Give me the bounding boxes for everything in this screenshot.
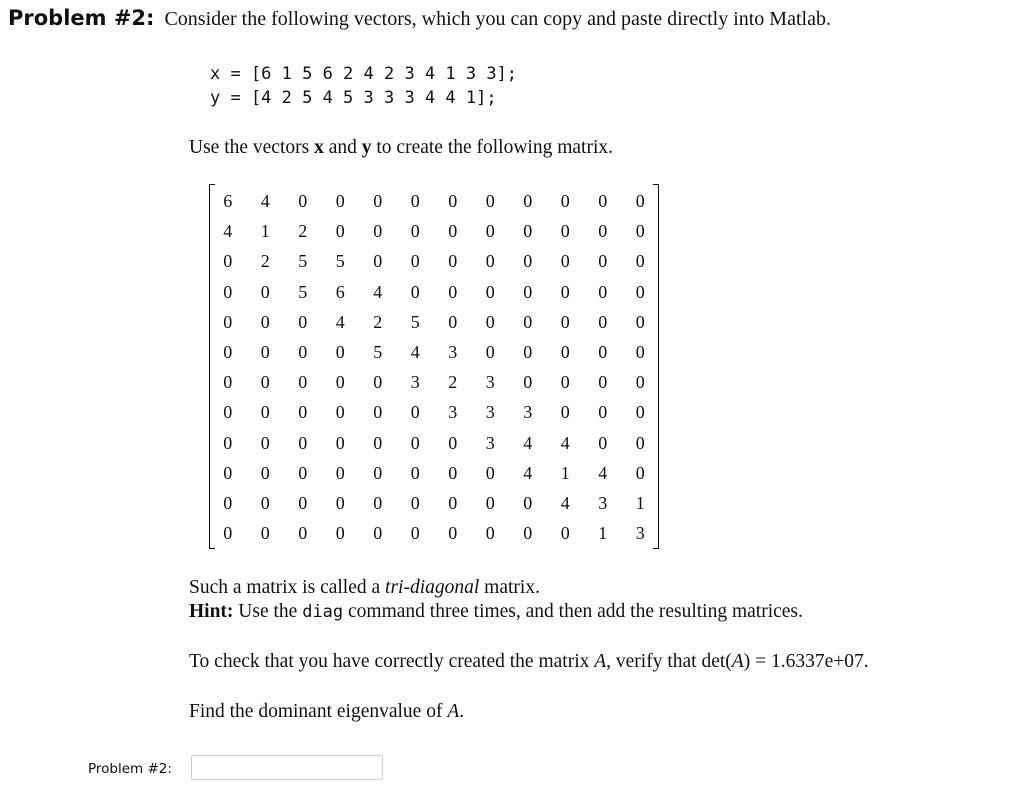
matrix-cell: 4 [410,342,420,363]
instruction-y: y [361,137,372,158]
matrix-cell: 0 [523,492,533,513]
matrix-cell: 0 [560,191,570,212]
matrix-cell: 0 [223,432,233,453]
matrix-cell: 0 [260,523,270,544]
matrix-cell: 0 [485,191,495,212]
matrix-cell: 0 [223,311,233,332]
question-after: . [459,701,465,722]
matrix-cell: 0 [635,462,645,483]
matrix-cell: 0 [335,221,345,242]
matrix-cell: 0 [335,372,345,393]
matrix-cell: 0 [635,251,645,272]
matrix-cell: 0 [335,191,345,212]
matrix-cell: 0 [298,432,308,453]
matrix-cell: 0 [373,191,383,212]
code-vector-y: y = [4 2 5 4 5 3 3 3 4 4 1]; [210,88,497,108]
matrix-cell: 0 [598,311,608,332]
matrix-cell: 0 [260,432,270,453]
matrix-cell: 0 [485,311,495,332]
matrix-row [209,458,659,488]
matrix-cell: 5 [373,342,383,363]
matrix-cell: 0 [335,402,345,423]
matrix-cell: 0 [373,372,383,393]
check-var2: A [731,651,744,672]
matrix-cell: 0 [448,281,458,302]
matrix-cell: 0 [373,432,383,453]
matrix-cell: 0 [410,462,420,483]
matrix-row [209,216,659,246]
matrix-cell: 4 [523,462,533,483]
matrix-cell: 0 [523,523,533,544]
instruction-after: to create the following matrix. [371,137,614,158]
instruction-before: Use the vectors [189,137,315,158]
matrix-cell: 0 [223,251,233,272]
matrix-cell: 0 [260,281,270,302]
check-text [189,651,869,673]
matrix-cell: 5 [335,251,345,272]
hint-text [189,601,803,623]
matrix-cell: 0 [635,402,645,423]
matrix-cell: 0 [560,251,570,272]
matrix-cell: 0 [523,191,533,212]
matrix-cell: 0 [448,191,458,212]
check-after: ) = 1.6337e+07. [743,651,869,672]
matrix-cell: 0 [373,462,383,483]
matrix-cell: 0 [560,372,570,393]
matrix-cell: 0 [335,342,345,363]
matrix-cell: 3 [485,402,495,423]
matrix-cell: 0 [298,342,308,363]
matrix-cell: 4 [523,432,533,453]
matrix-cell: 0 [260,462,270,483]
matrix-cell: 0 [598,251,608,272]
matrix-cell: 0 [635,311,645,332]
matrix-cell: 4 [560,432,570,453]
matrix-cell: 0 [410,191,420,212]
matrix-row [209,337,659,367]
matrix-cell: 0 [485,281,495,302]
matrix-cell: 0 [410,492,420,513]
matrix-cell: 0 [523,221,533,242]
matrix-cell: 0 [598,372,608,393]
matrix-cell: 0 [448,462,458,483]
matrix-cell: 3 [485,372,495,393]
matrix-cell: 0 [598,432,608,453]
note-after: matrix. [479,577,540,598]
answer-label: Problem #2: [88,761,172,777]
matrix-cell: 0 [260,372,270,393]
matrix-row [209,277,659,307]
matrix-cell: 0 [410,221,420,242]
note-text [189,577,540,599]
matrix-cell: 0 [523,342,533,363]
matrix-cell: 4 [335,311,345,332]
instruction-text [189,137,613,159]
matrix-cell: 0 [560,221,570,242]
matrix-cell: 0 [598,402,608,423]
matrix-cell: 0 [298,191,308,212]
matrix-cell: 1 [560,462,570,483]
question-text [189,701,464,723]
matrix-cell: 4 [373,281,383,302]
matrix-cell: 3 [598,492,608,513]
matrix-cell: 0 [560,402,570,423]
matrix-cell: 0 [223,281,233,302]
matrix-cell: 0 [298,523,308,544]
matrix-cell: 0 [485,492,495,513]
matrix-cell: 0 [448,432,458,453]
matrix-cell: 4 [560,492,570,513]
matrix-cell: 0 [373,221,383,242]
matrix-cell: 0 [223,402,233,423]
matrix-cell: 0 [448,311,458,332]
matrix-cell: 0 [598,342,608,363]
matrix-cell: 0 [260,342,270,363]
matrix-row [209,186,659,216]
matrix-cell: 0 [485,523,495,544]
matrix-cell: 0 [260,492,270,513]
matrix-cell: 0 [485,221,495,242]
matrix-cell: 5 [298,281,308,302]
matrix-cell: 0 [223,492,233,513]
matrix-cell: 0 [373,251,383,272]
matrix-cell: 5 [410,311,420,332]
matrix-cell: 6 [223,191,233,212]
matrix-cell: 0 [448,523,458,544]
matrix-row [209,488,659,518]
matrix-cell: 1 [260,221,270,242]
matrix-cell: 0 [485,342,495,363]
matrix-cell: 0 [635,221,645,242]
matrix-cell: 0 [298,402,308,423]
check-var: A [594,651,607,672]
matrix-grid [209,186,659,548]
matrix-row [209,307,659,337]
matrix-cell: 0 [598,221,608,242]
matrix-cell: 0 [335,462,345,483]
matrix-cell: 0 [410,523,420,544]
matrix-cell: 0 [373,523,383,544]
matrix-cell: 0 [223,462,233,483]
matrix-cell: 6 [335,281,345,302]
matrix-cell: 0 [523,311,533,332]
hint-after: command three times, and then add the resulting matrices. [343,601,803,622]
matrix-cell: 0 [448,492,458,513]
matrix-cell: 2 [448,372,458,393]
matrix-cell: 2 [260,251,270,272]
matrix-cell: 0 [260,311,270,332]
matrix-cell: 0 [298,462,308,483]
matrix-cell: 0 [410,281,420,302]
matrix-cell: 0 [373,402,383,423]
matrix-cell: 3 [485,432,495,453]
matrix-row [209,246,659,276]
matrix-cell: 3 [448,342,458,363]
matrix-cell: 3 [448,402,458,423]
note-before: Such a matrix is called a [189,577,386,598]
matrix-cell: 0 [373,492,383,513]
matrix-cell: 0 [560,523,570,544]
matrix-row [209,518,659,548]
matrix-cell: 0 [523,372,533,393]
matrix-cell: 0 [523,281,533,302]
matrix-row [209,367,659,397]
hint-label: Hint: [189,601,234,622]
matrix-cell: 0 [223,523,233,544]
matrix-cell: 0 [335,432,345,453]
problem-label: Problem #2: [8,6,155,30]
matrix-cell: 1 [635,492,645,513]
matrix-cell: 0 [560,311,570,332]
matrix-cell: 0 [298,311,308,332]
matrix-cell: 0 [635,432,645,453]
matrix-row [209,397,659,427]
matrix-cell: 0 [335,492,345,513]
matrix-cell: 4 [223,221,233,242]
matrix-cell: 0 [448,251,458,272]
matrix-cell: 0 [523,251,533,272]
matrix-cell: 4 [598,462,608,483]
matrix-cell: 0 [635,342,645,363]
hint-before: Use the [233,601,303,622]
answer-input[interactable] [191,755,383,780]
check-middle: , verify that det( [606,651,732,672]
matrix-cell: 0 [598,281,608,302]
matrix-cell: 3 [410,372,420,393]
question-before: Find the dominant eigenvalue of [189,701,448,722]
matrix-cell: 0 [223,372,233,393]
matrix-cell: 0 [560,281,570,302]
matrix-row [209,428,659,458]
matrix-cell: 3 [635,523,645,544]
matrix-cell: 2 [298,221,308,242]
instruction-and: and [323,137,362,158]
check-before: To check that you have correctly created the matrix [189,651,595,672]
problem-prompt: Consider the following vectors, which you can copy and paste directly into Matlab. [164,8,831,30]
matrix-cell: 0 [485,462,495,483]
matrix-cell: 3 [523,402,533,423]
note-term: tri-diagonal [385,577,480,598]
problem-heading [8,6,831,31]
hint-command: diag [302,602,344,622]
matrix-cell: 0 [410,432,420,453]
matrix-cell: 0 [335,523,345,544]
matrix-cell: 1 [598,523,608,544]
code-vector-x: x = [6 1 5 6 2 4 2 3 4 1 3 3]; [210,64,518,84]
matrix-cell: 0 [410,402,420,423]
matrix-cell: 5 [298,251,308,272]
matrix-cell: 0 [560,342,570,363]
matrix-cell: 0 [635,191,645,212]
matrix-cell: 0 [635,372,645,393]
matrix-cell: 2 [373,311,383,332]
matrix-cell: 0 [448,221,458,242]
instruction-x: x [314,137,324,158]
matrix-cell: 0 [298,492,308,513]
tridiagonal-matrix [209,184,659,549]
matrix-cell: 0 [485,251,495,272]
matrix-cell: 0 [598,191,608,212]
matrix-cell: 0 [223,342,233,363]
matrix-cell: 0 [298,372,308,393]
matrix-cell: 0 [260,402,270,423]
matrix-cell: 0 [410,251,420,272]
matrix-cell: 0 [635,281,645,302]
matrix-cell: 4 [260,191,270,212]
question-var: A [447,701,460,722]
